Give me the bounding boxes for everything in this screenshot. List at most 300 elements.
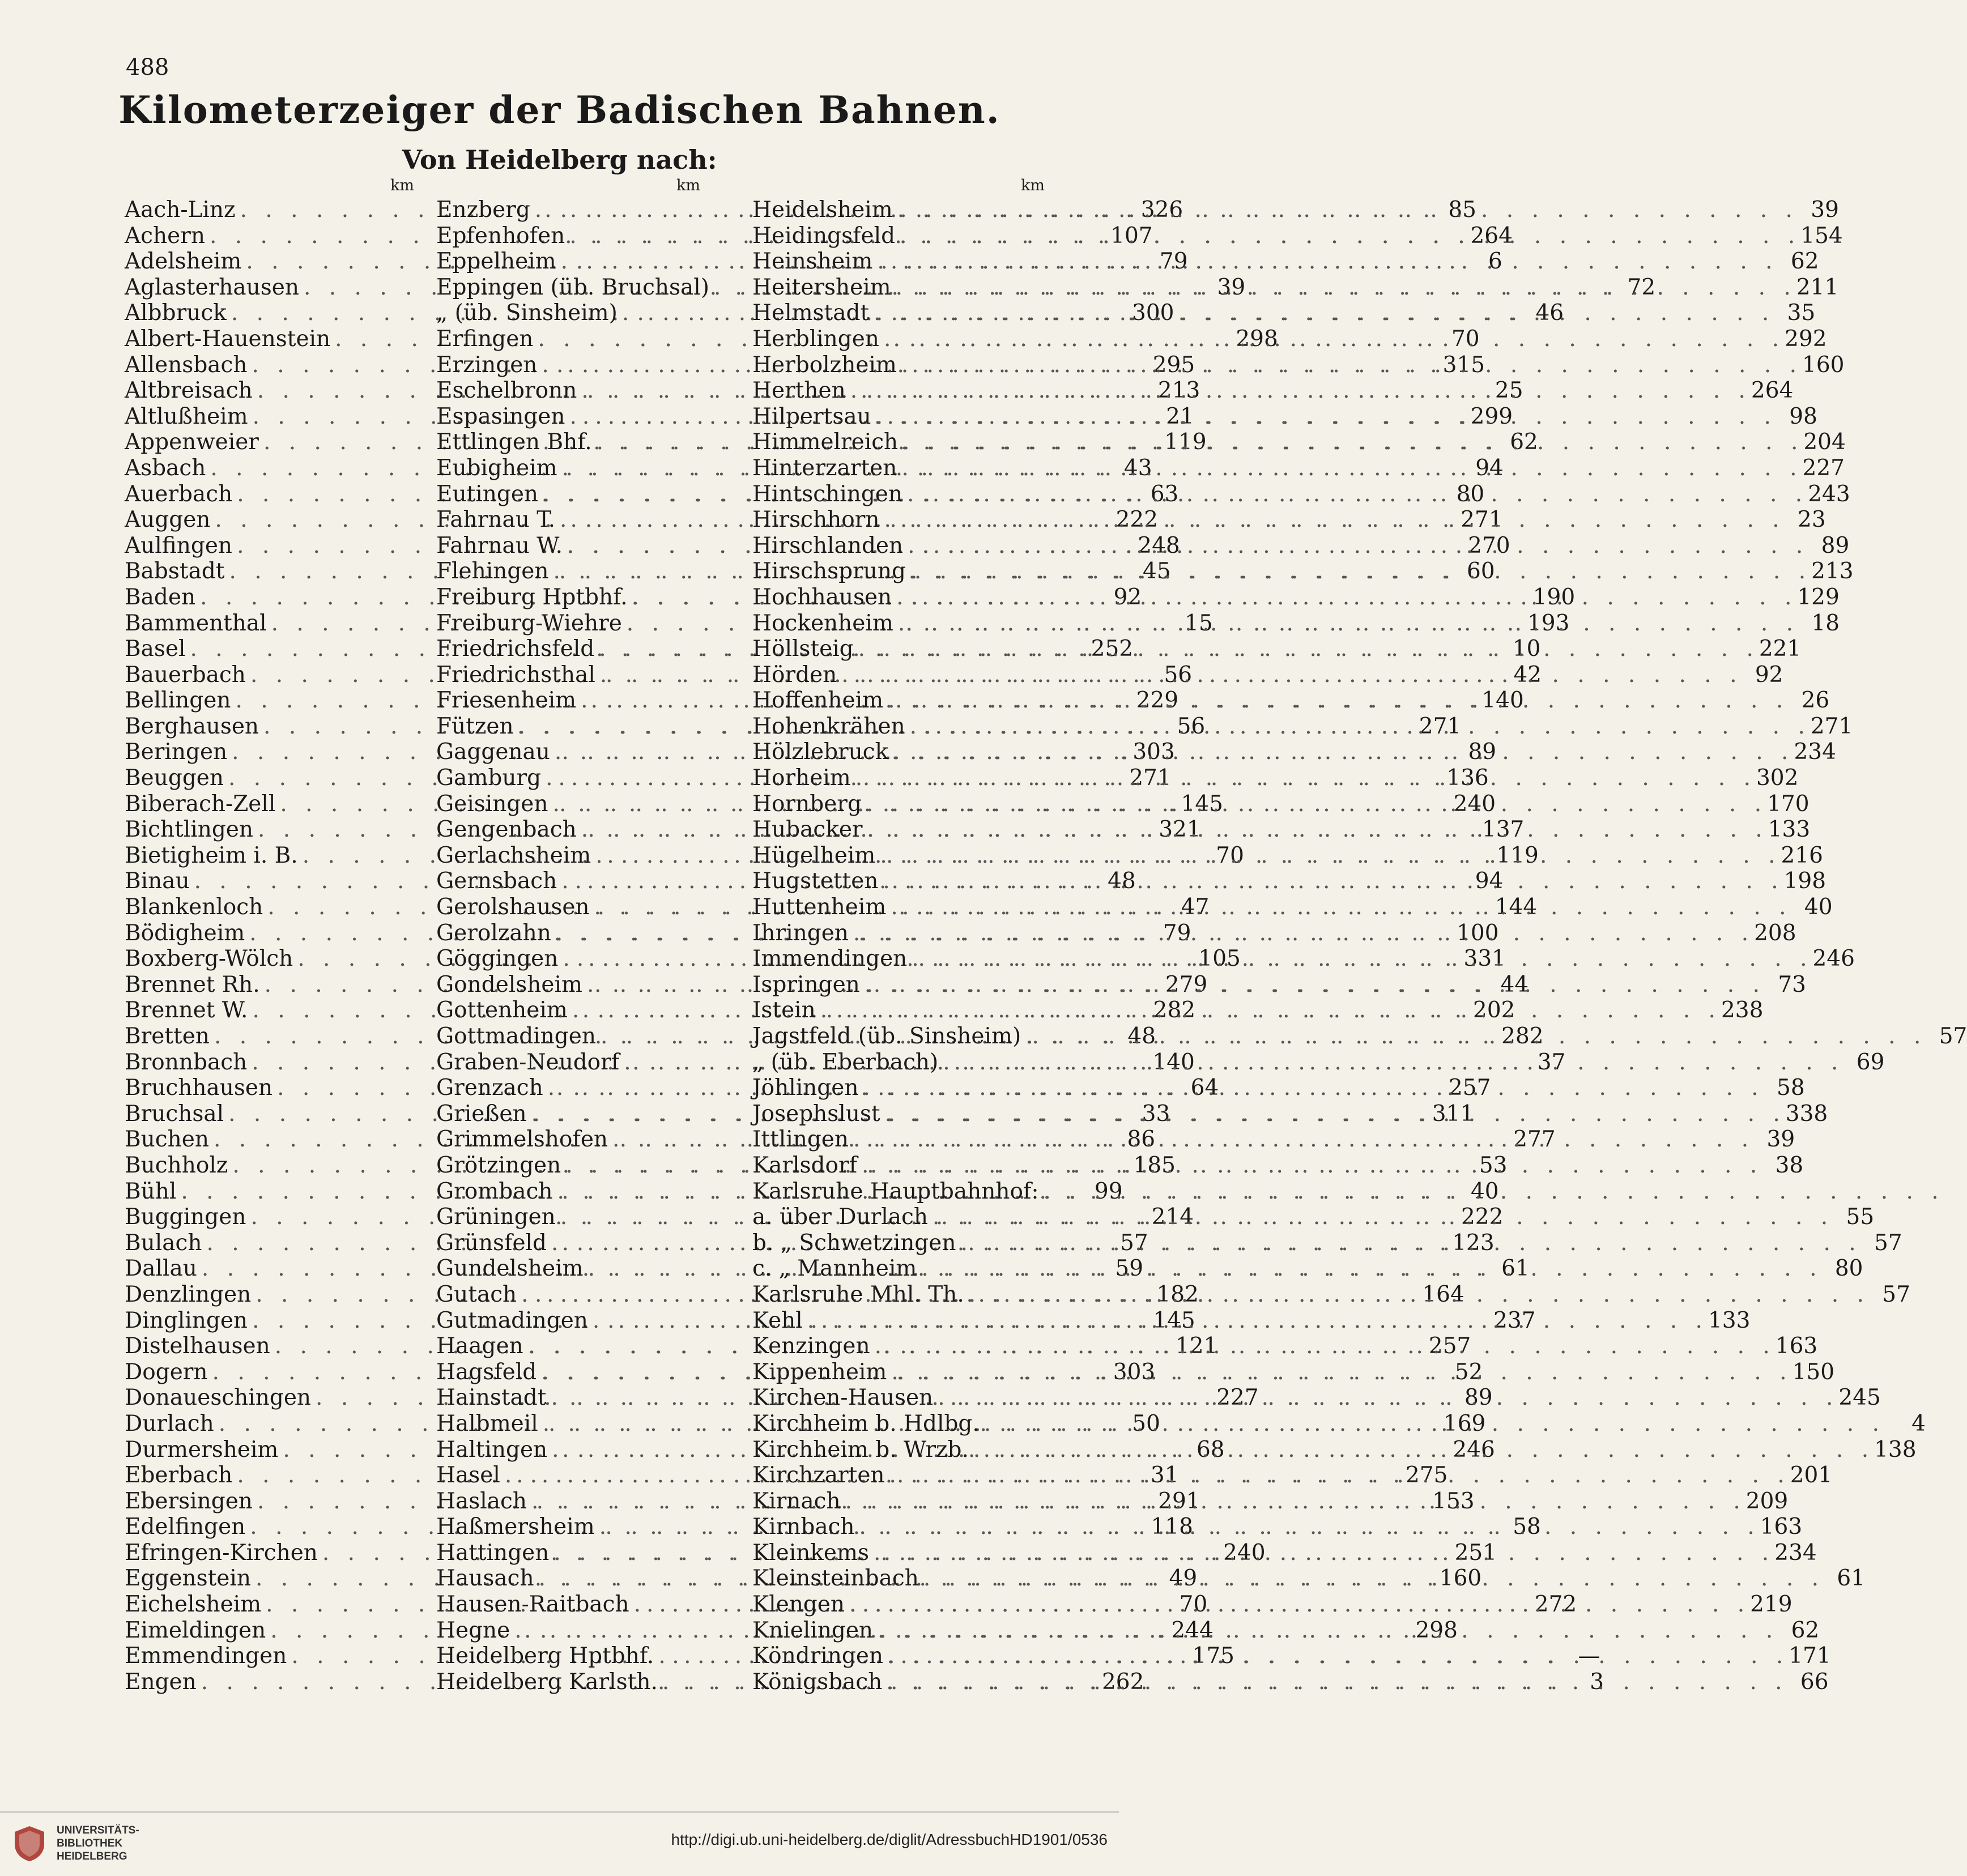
distance-km: 39 xyxy=(1811,197,1839,223)
distance-km: 291 xyxy=(1158,1488,1200,1514)
station-name: Achern xyxy=(125,223,205,249)
station-name: Heitersheim xyxy=(752,274,891,300)
leader-dots xyxy=(871,404,1777,430)
distance-km: 118 xyxy=(1151,1514,1193,1540)
distance-km: 227 xyxy=(1802,455,1845,481)
station-name: Friesenheim xyxy=(436,688,577,714)
distance-km: 154 xyxy=(1800,223,1843,249)
station-name: Kirchzarten xyxy=(752,1463,885,1489)
distance-km: 271 xyxy=(1461,507,1503,533)
distance-km: 89 xyxy=(1821,532,1850,558)
station-name: c. „ Mannheim xyxy=(752,1256,917,1282)
station-name: Albert-Hauenstein xyxy=(125,326,331,352)
leader-dots xyxy=(855,1514,1760,1540)
station-name: Friedrichsfeld xyxy=(436,636,595,662)
station-name: Kenzingen xyxy=(752,1333,870,1359)
station-name: Jöhlingen xyxy=(752,1075,859,1101)
distance-km: 234 xyxy=(1774,1540,1817,1566)
station-name: Hattingen xyxy=(436,1540,550,1566)
station-name: Josephslust xyxy=(752,1101,880,1127)
leader-dots xyxy=(870,1333,1776,1359)
station-name: Gottmadingen xyxy=(436,1024,596,1049)
station-name: „ (üb. Eberbach) xyxy=(752,1049,939,1075)
distance-km: 300 xyxy=(1132,300,1174,326)
station-name: Grimmelshofen xyxy=(436,1127,608,1153)
distance-km: 61 xyxy=(1837,1566,1866,1592)
leader-dots xyxy=(964,1282,1870,1308)
station-name: Edelfingen xyxy=(125,1514,246,1540)
distance-km: 144 xyxy=(1495,894,1538,920)
distance-km: 52 xyxy=(1454,1359,1483,1385)
station-name: Aulfingen xyxy=(125,532,233,558)
distance-km: 68 xyxy=(1196,1436,1225,1463)
page-subtitle: Von Heidelberg nach: xyxy=(402,144,717,175)
station-name: Adelsheim xyxy=(125,249,242,275)
station-name: Klengen xyxy=(752,1592,845,1618)
distance-km: 61 xyxy=(1501,1256,1530,1282)
distance-km: 145 xyxy=(1153,1307,1195,1333)
distance-km: 198 xyxy=(1783,868,1826,894)
station-name: Eubigheim xyxy=(436,455,557,481)
station-name: Grenzach xyxy=(436,1075,543,1101)
distance-km: 45 xyxy=(1143,558,1171,585)
leader-dots xyxy=(858,1075,1764,1101)
leader-dots xyxy=(969,1437,1874,1463)
leader-dots xyxy=(886,894,1791,920)
leader-dots xyxy=(857,1153,1762,1179)
distance-km: 271 xyxy=(1129,765,1172,791)
distance-km: 99 xyxy=(1094,1178,1123,1204)
station-name: Fahrnau T. xyxy=(436,507,555,533)
station-name: Himmelreich xyxy=(752,429,899,455)
distance-km: 272 xyxy=(1534,1592,1577,1618)
station-name: Hugstetten xyxy=(752,868,879,894)
station-name: Emmendingen xyxy=(125,1643,287,1669)
distance-km: 70 xyxy=(1179,1592,1208,1618)
station-name: Gondelsheim xyxy=(436,971,582,997)
leader-dots xyxy=(869,300,1774,326)
unit-label: km xyxy=(390,177,414,194)
station-name: Hirschhorn xyxy=(752,507,880,533)
distance-km: 140 xyxy=(1481,688,1524,714)
station-name: Grombach xyxy=(436,1178,553,1204)
leader-dots xyxy=(919,1566,1824,1592)
unit-label: km xyxy=(1021,177,1045,194)
distance-km: 214 xyxy=(1151,1204,1194,1230)
distance-km: 136 xyxy=(1446,765,1489,791)
distance-km: 221 xyxy=(1759,636,1802,662)
station-name: Herblingen xyxy=(752,326,879,352)
station-name: Buchholz xyxy=(125,1152,228,1178)
distance-km: 94 xyxy=(1475,455,1504,481)
distance-km: 80 xyxy=(1456,481,1485,507)
leader-dots xyxy=(875,843,1781,869)
distance-km: 56 xyxy=(1177,713,1206,739)
station-name: Donaueschingen xyxy=(125,1385,312,1411)
station-name: Gernsbach xyxy=(436,868,557,894)
station-name: Heidingsfeld xyxy=(752,223,896,249)
leader-dots xyxy=(846,378,1751,404)
distance-km: 298 xyxy=(1415,1617,1458,1643)
leader-dots xyxy=(891,275,1796,301)
distance-km: 133 xyxy=(1768,817,1811,843)
distance-km: 73 xyxy=(1778,971,1806,997)
distance-km: 85 xyxy=(1448,197,1476,223)
station-name: Gerolshausen xyxy=(436,894,590,920)
distance-km: 251 xyxy=(1454,1540,1497,1566)
leader-dots xyxy=(956,1230,1861,1256)
station-name: Bietigheim i. B. xyxy=(125,842,298,868)
station-name: Horheim xyxy=(752,765,851,791)
library-line: HEIDELBERG xyxy=(57,1851,127,1862)
leader-dots xyxy=(841,1489,1746,1515)
station-name: Haagen xyxy=(436,1333,523,1359)
leader-dots xyxy=(893,197,1798,223)
station-name: Hintschingen xyxy=(752,481,903,507)
station-name: Hilpertsau xyxy=(752,403,871,429)
leader-dots xyxy=(880,1101,1786,1127)
distance-km: 222 xyxy=(1461,1204,1504,1230)
distance-km: 271 xyxy=(1810,713,1853,739)
distance-km: 264 xyxy=(1470,223,1513,249)
distance-km: 282 xyxy=(1501,1024,1544,1049)
station-name: Kirchheim b. Wrzb. xyxy=(752,1436,969,1463)
station-name: Heidelsheim xyxy=(752,197,893,223)
distance-km: 55 xyxy=(1846,1204,1875,1230)
station-name: Fützen xyxy=(436,713,514,739)
distance-km: 58 xyxy=(1777,1075,1805,1101)
leader-dots xyxy=(849,1127,1754,1153)
leader-dots xyxy=(905,714,1811,740)
leader-dots xyxy=(898,429,1803,455)
distance-km: 43 xyxy=(1123,455,1152,481)
station-name: Knielingen xyxy=(752,1617,874,1643)
station-name: Friedrichsthal xyxy=(436,662,595,688)
leader-dots xyxy=(980,1411,1885,1437)
leader-dots xyxy=(863,817,1768,843)
station-name: Kirnbach xyxy=(752,1514,855,1540)
distance-km: 209 xyxy=(1745,1488,1789,1514)
distance-km: 119 xyxy=(1496,842,1539,868)
page-title: Kilometerzeiger der Badischen Bahnen. xyxy=(118,88,1000,132)
library-name xyxy=(57,1824,139,1863)
station-name: Kleinsteinbach xyxy=(752,1566,919,1592)
station-name: Grüningen xyxy=(436,1204,556,1230)
distance-km: 123 xyxy=(1452,1230,1495,1256)
station-name: Helmstadt xyxy=(752,300,870,326)
station-name: Hoffenheim xyxy=(752,688,884,714)
station-name: Kleinkems xyxy=(752,1540,869,1566)
station-name: Kehl xyxy=(752,1307,803,1333)
distance-km: 169 xyxy=(1443,1410,1486,1436)
distance-km: 171 xyxy=(1789,1643,1831,1669)
distance-km: 213 xyxy=(1157,378,1200,404)
leader-dots xyxy=(837,662,1742,688)
leader-dots xyxy=(897,455,1802,481)
distance-km: 292 xyxy=(1785,326,1827,352)
distance-km: 271 xyxy=(1419,713,1462,739)
distance-km: 229 xyxy=(1136,688,1179,714)
leader-dots xyxy=(897,352,1802,378)
station-name: Hasel xyxy=(436,1463,500,1489)
station-name: Ebersingen xyxy=(125,1488,253,1514)
station-name: Hainstadt xyxy=(436,1385,547,1411)
station-name: Freiburg Hptbhf. xyxy=(436,584,628,610)
distance-km: 302 xyxy=(1756,765,1799,791)
station-name: Durlach xyxy=(125,1410,214,1436)
distance-km: 66 xyxy=(1800,1669,1829,1695)
station-name: Beuggen xyxy=(125,765,224,791)
station-name: Blankenloch xyxy=(125,894,263,920)
station-name: Istein xyxy=(752,997,816,1024)
distance-km: 15 xyxy=(1185,610,1213,636)
station-name: Baden xyxy=(125,584,196,610)
station-name: Erzingen xyxy=(436,352,538,378)
station-name: Geisingen xyxy=(436,791,548,817)
distance-km: 275 xyxy=(1406,1463,1448,1489)
distance-km: 331 xyxy=(1463,946,1506,972)
distance-km: 100 xyxy=(1457,920,1499,946)
distance-km: 153 xyxy=(1432,1488,1475,1514)
university-seal-icon xyxy=(12,1825,46,1862)
station-name: Aglasterhausen xyxy=(125,274,299,300)
distance-km: 244 xyxy=(1171,1617,1214,1643)
station-name: b. „ Schwetzingen xyxy=(752,1230,956,1256)
distance-km: 92 xyxy=(1755,662,1783,688)
leader-dots xyxy=(895,223,1800,249)
station-name: Espasingen xyxy=(436,403,565,429)
distance-km: 326 xyxy=(1140,197,1183,223)
distance-km: 164 xyxy=(1422,1281,1464,1307)
station-name: Hinterzarten xyxy=(752,455,897,481)
distance-km: 62 xyxy=(1790,249,1819,275)
distance-km: 62 xyxy=(1791,1617,1820,1643)
station-name: Ittlingen xyxy=(752,1127,849,1153)
leader-dots xyxy=(903,533,1808,559)
distance-km: 243 xyxy=(1808,481,1850,507)
station-name: Buchen xyxy=(125,1127,209,1153)
distance-km: 107 xyxy=(1110,223,1153,249)
station-name: Karlsruhe Mhl. Th. xyxy=(752,1281,964,1307)
station-name: Beringen xyxy=(125,739,228,765)
station-name: Halbmeil xyxy=(436,1410,538,1436)
leader-dots xyxy=(878,868,1783,894)
distance-km: 121 xyxy=(1175,1333,1218,1359)
distance-km: 64 xyxy=(1190,1075,1219,1101)
distance-km: 279 xyxy=(1165,971,1208,997)
station-name: Eimeldingen xyxy=(125,1617,266,1643)
distance-km: 338 xyxy=(1785,1101,1828,1127)
distance-km: 201 xyxy=(1790,1463,1833,1489)
station-name: Bödigheim xyxy=(125,920,245,946)
distance-km: 98 xyxy=(1789,403,1817,429)
leader-dots xyxy=(872,249,1778,275)
distance-km: 303 xyxy=(1113,1359,1156,1385)
station-name: Epfenhofen xyxy=(436,223,565,249)
leader-dots xyxy=(917,1256,1822,1282)
station-name: Gutmadingen xyxy=(436,1307,588,1333)
station-name: Ihringen xyxy=(752,920,849,946)
station-name: Gengenbach xyxy=(436,817,577,843)
distance-km: 270 xyxy=(1468,532,1510,558)
station-name: Hubacker xyxy=(752,817,863,843)
distance-km: 163 xyxy=(1760,1514,1803,1540)
distance-km: 145 xyxy=(1181,791,1223,817)
distance-km: 246 xyxy=(1812,946,1855,972)
leader-dots xyxy=(869,1540,1774,1566)
distance-km: 23 xyxy=(1798,507,1826,533)
distance-km: 264 xyxy=(1751,378,1794,404)
station-name: Altlußheim xyxy=(125,403,248,429)
station-name: Eppingen (üb. Bruchsal) xyxy=(436,274,709,300)
distance-km: 49 xyxy=(1169,1566,1198,1592)
distance-km: 35 xyxy=(1787,300,1816,326)
station-name: Brennet Rh. xyxy=(125,971,260,997)
distance-km: 190 xyxy=(1532,584,1576,610)
distance-km: 252 xyxy=(1091,636,1134,662)
distance-km: 185 xyxy=(1133,1152,1176,1178)
distance-km: 56 xyxy=(1164,662,1193,688)
station-name: Bulach xyxy=(125,1230,202,1256)
station-name: Binau xyxy=(125,868,190,894)
distance-km: 46 xyxy=(1535,300,1564,326)
station-name: Bellingen xyxy=(125,688,231,714)
distance-km: 240 xyxy=(1223,1540,1266,1566)
station-name: Hirschsprung xyxy=(752,558,906,585)
leader-dots xyxy=(803,1308,1708,1334)
distance-km: 59 xyxy=(1115,1256,1144,1282)
leader-dots xyxy=(1021,1024,1926,1050)
distance-km: 79 xyxy=(1163,920,1191,946)
leader-dots xyxy=(873,1618,1778,1644)
distance-km: 33 xyxy=(1142,1101,1170,1127)
distance-km: 129 xyxy=(1797,584,1840,610)
distance-km: 202 xyxy=(1473,997,1515,1024)
station-name: Gundelsheim xyxy=(436,1256,584,1282)
distance-km: 70 xyxy=(1216,842,1244,868)
distance-km: 246 xyxy=(1453,1436,1495,1463)
station-name: Gerolzahn xyxy=(436,920,551,946)
distance-km: 63 xyxy=(1150,481,1179,507)
station-name: Biberach-Zell xyxy=(125,791,276,817)
station-name: Herbolzheim xyxy=(752,352,897,378)
distance-km: 303 xyxy=(1132,739,1175,765)
distance-km: 57 xyxy=(1882,1281,1910,1307)
station-name: a. über Durlach xyxy=(752,1204,928,1230)
distance-km: 6 xyxy=(1488,249,1502,275)
distance-km: 160 xyxy=(1439,1566,1482,1592)
station-name: Hörden xyxy=(752,662,837,688)
station-name: Göggingen xyxy=(436,946,559,972)
leader-dots xyxy=(907,946,1812,972)
leader-dots xyxy=(902,481,1808,508)
station-row xyxy=(752,1179,1047,1205)
distance-km: 321 xyxy=(1159,817,1201,843)
distance-km: 72 xyxy=(1627,274,1656,300)
station-name: Herthen xyxy=(752,378,846,404)
distance-km: 182 xyxy=(1156,1281,1199,1307)
distance-km: 18 xyxy=(1811,610,1840,636)
distance-km: 10 xyxy=(1512,636,1541,662)
distance-km: 79 xyxy=(1159,249,1188,275)
station-name: Hirschlanden xyxy=(752,532,904,558)
station-name: Höllsteig xyxy=(752,636,854,662)
station-name: Enzberg xyxy=(436,197,530,223)
distance-km: 105 xyxy=(1198,946,1241,972)
distance-km: 237 xyxy=(1493,1307,1536,1333)
distance-km: 262 xyxy=(1101,1669,1144,1695)
page-number: 488 xyxy=(126,54,169,80)
distance-km: 282 xyxy=(1153,997,1196,1024)
leader-dots xyxy=(883,1643,1789,1669)
station-name: Buggingen xyxy=(125,1204,246,1230)
distance-km: 315 xyxy=(1442,352,1485,378)
distance-km: 60 xyxy=(1467,558,1495,585)
station-name: Karlsruhe Hauptbahnhof: xyxy=(752,1178,1039,1204)
distance-km: 39 xyxy=(1766,1127,1795,1153)
distance-km: 40 xyxy=(1470,1178,1499,1204)
distance-km: 213 xyxy=(1811,558,1854,585)
station-name: Engen xyxy=(125,1669,197,1695)
station-name: Appenweier xyxy=(125,429,259,455)
distance-km: 38 xyxy=(1775,1152,1804,1178)
station-name: Köndringen xyxy=(752,1643,884,1669)
distance-km: 163 xyxy=(1775,1333,1818,1359)
leader-dots xyxy=(862,791,1767,817)
distance-km: 57 xyxy=(1939,1024,1967,1049)
distance-km: 89 xyxy=(1464,1385,1493,1411)
distance-km: 208 xyxy=(1754,920,1796,946)
station-name: Eberbach xyxy=(125,1463,233,1489)
station-name: Hügelheim xyxy=(752,842,876,868)
station-name: Kirchheim b. Hdlbg. xyxy=(752,1410,980,1436)
leader-dots xyxy=(933,1385,1838,1411)
distance-km: 299 xyxy=(1470,403,1513,429)
station-name: Heinsheim xyxy=(752,249,873,275)
distance-km: 31 xyxy=(1150,1463,1179,1489)
station-name: Heidelberg Karlsth. xyxy=(436,1669,658,1695)
station-name: Gamburg xyxy=(436,765,542,791)
station-name: Haslach xyxy=(436,1488,527,1514)
leader-dots xyxy=(928,1204,1833,1230)
distance-km: 86 xyxy=(1127,1127,1156,1153)
station-name: Haßmersheim xyxy=(436,1514,595,1540)
distance-km: 53 xyxy=(1479,1152,1508,1178)
distance-km: 222 xyxy=(1116,507,1159,533)
station-name: Eschelbronn xyxy=(436,378,577,404)
station-name: Eppelheim xyxy=(436,249,556,275)
leader-dots xyxy=(906,558,1811,585)
distance-km: 44 xyxy=(1500,971,1529,997)
station-name: Dallau xyxy=(125,1256,197,1282)
station-name: „ (üb. Sinsheim) xyxy=(436,300,618,326)
leader-dots xyxy=(816,997,1721,1024)
distance-km: 37 xyxy=(1537,1049,1566,1075)
leader-dots xyxy=(851,765,1756,791)
distance-km: 204 xyxy=(1803,429,1846,455)
station-name: Ettlingen Bhf. xyxy=(436,429,592,455)
station-name: Hausach xyxy=(436,1566,534,1592)
distance-km: 193 xyxy=(1527,610,1570,636)
station-name: Haltingen xyxy=(436,1436,548,1463)
distance-km: — xyxy=(1578,1643,1600,1669)
station-name: Boxberg-Wölch xyxy=(125,946,293,972)
station-name: Eggenstein xyxy=(125,1566,251,1592)
distance-km: 277 xyxy=(1513,1127,1556,1153)
station-name: Kippenheim xyxy=(752,1359,887,1385)
station-name: Königsbach xyxy=(752,1669,883,1695)
source-url-link[interactable]: http://digi.ub.uni-heidelberg.de/diglit/AdressbuchHD1901/0536 xyxy=(671,1831,1108,1848)
